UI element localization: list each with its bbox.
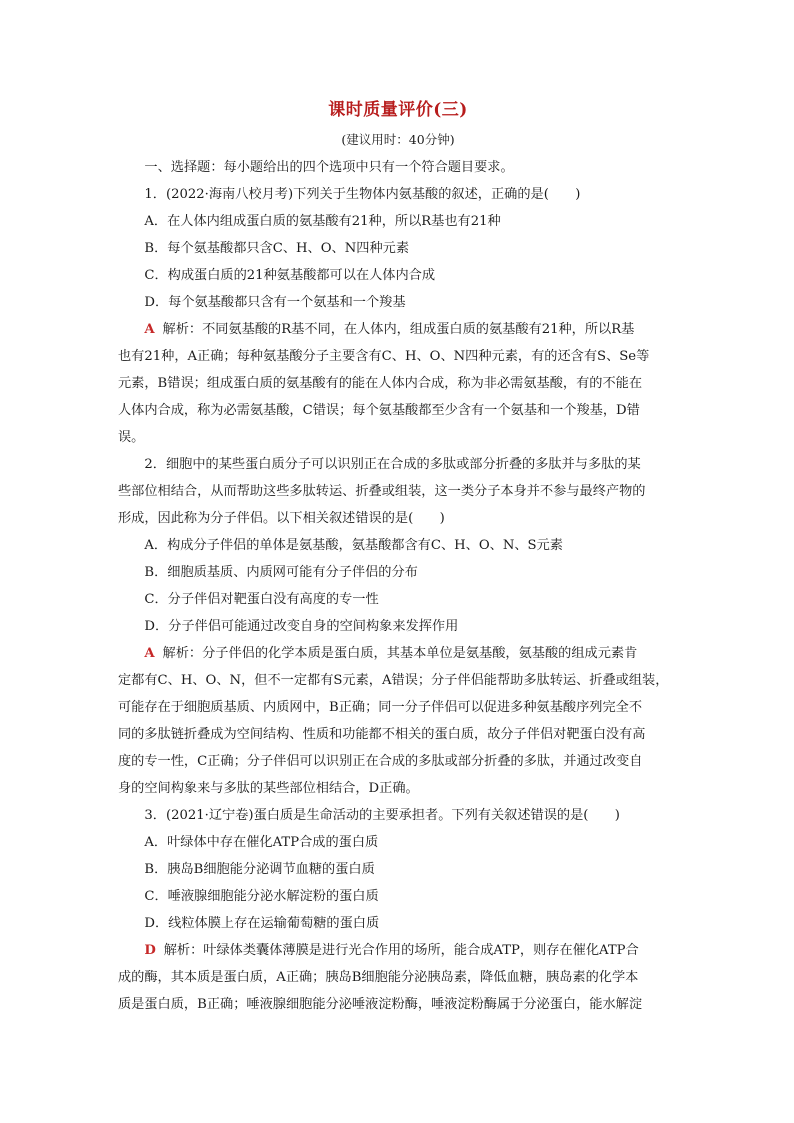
section-heading: 一、选择题：每小题给出的四个选项中只有一个符合题目要求。 xyxy=(144,160,514,175)
analysis xyxy=(118,316,678,451)
question-stem-line: 1．(2022·海南八校月考)下列关于生物体内氨基酸的叙述，正确的是( ) xyxy=(144,187,581,202)
option-a: A．构成分子伴侣的单体是氨基酸，氨基酸都含有C、H、O、N、S元素 xyxy=(144,538,563,553)
option-d: D．分子伴侣可能通过改变自身的空间构象来发挥作用 xyxy=(144,619,459,634)
analysis-line: 解析：分子伴侣的化学本质是蛋白质，其基本单位是氨基酸，氨基酸的组成元素肯 xyxy=(162,646,638,661)
question-2 xyxy=(118,451,678,802)
analysis-line: 质是蛋白质，B正确；唾液腺细胞能分泌唾液淀粉酶，唾液淀粉酶属于分泌蛋白，能水解淀 xyxy=(118,997,642,1012)
option-c: C．唾液腺细胞能分泌水解淀粉的蛋白质 xyxy=(144,889,379,904)
suggested-time: (建议用时：40分钟) xyxy=(341,132,455,147)
question-3 xyxy=(118,802,678,1018)
analysis-line: 度的专一性，C正确；分子伴侣可以识别正在合成的多肽或部分折叠的多肽，并通过改变自 xyxy=(118,754,643,769)
answer-mark: D xyxy=(144,943,156,958)
page-title: 课时质量评价(三) xyxy=(328,100,468,120)
analysis xyxy=(118,937,678,1018)
question-stem-line: 3．(2021·辽宁卷)蛋白质是生命活动的主要承担者。下列有关叙述错误的是( ) xyxy=(144,808,620,823)
analysis-line: 解析：不同氨基酸的R基不同，在人体内，组成蛋白质的氨基酸有21种，所以R基 xyxy=(162,322,635,337)
question-stem-line: 些部位相结合，从而帮助这些多肽转运、折叠或组装，这一类分子本身并不参与最终产物的 xyxy=(118,484,646,499)
document-body xyxy=(118,154,678,1018)
option-c: C．构成蛋白质的21种氨基酸都可以在人体内合成 xyxy=(144,268,436,283)
answer-mark: A xyxy=(144,646,155,661)
option-b: B．细胞质基质、内质网可能有分子伴侣的分布 xyxy=(144,565,418,580)
analysis-line: 成的酶，其本质是蛋白质，A正确；胰岛B细胞能分泌胰岛素，降低血糖，胰岛素的化学本 xyxy=(118,970,639,985)
option-a: A．叶绿体中存在催化ATP合成的蛋白质 xyxy=(144,835,379,850)
question-1 xyxy=(118,181,678,451)
analysis-line: 也有21种，A正确；每种氨基酸分子主要含有C、H、O、N四种元素，有的还含有S、Se等 xyxy=(118,349,650,364)
analysis-line: 定都有C、H、O、N，但不一定都有S元素，A错误；分子伴侣能帮助多肽转运、折叠或组装， xyxy=(118,673,669,688)
option-d: D．线粒体膜上存在运输葡萄糖的蛋白质 xyxy=(144,916,380,931)
option-a: A．在人体内组成蛋白质的氨基酸有21种，所以R基也有21种 xyxy=(144,214,501,229)
analysis-line: 解析：叶绿体类囊体薄膜是进行光合作用的场所，能合成ATP，则存在催化ATP合 xyxy=(163,943,639,958)
analysis-line: 身的空间构象来与多肽的某些部位相结合，D正确。 xyxy=(118,781,419,796)
answer-mark: A xyxy=(144,322,155,337)
analysis-line: 人体内合成，称为必需氨基酸，C错误；每个氨基酸都至少含有一个氨基和一个羧基，D错 xyxy=(118,403,640,418)
question-stem-line: 2．细胞中的某些蛋白质分子可以识别正在合成的多肽或部分折叠的多肽并与多肽的某 xyxy=(144,457,641,472)
analysis-line: 同的多肽链折叠成为空间结构、性质和功能都不相关的蛋白质，故分子伴侣对靶蛋白没有高 xyxy=(118,727,646,742)
analysis-line: 误。 xyxy=(118,430,145,445)
analysis-line: 元素，B错误；组成蛋白质的氨基酸有的能在人体内合成，称为非必需氨基酸，有的不能在 xyxy=(118,376,642,391)
option-d: D．每个氨基酸都只含有一个氨基和一个羧基 xyxy=(144,295,406,310)
option-b: B．每个氨基酸都只含C、H、O、N四种元素 xyxy=(144,241,410,256)
analysis xyxy=(118,640,678,802)
question-stem-line: 形成，因此称为分子伴侣。以下相关叙述错误的是( ) xyxy=(118,511,445,526)
option-c: C．分子伴侣对靶蛋白没有高度的专一性 xyxy=(144,592,379,607)
analysis-line: 可能存在于细胞质基质、内质网中，B正确；同一分子伴侣可以促进多种氨基酸序列完全不 xyxy=(118,700,642,715)
option-b: B．胰岛B细胞能分泌调节血糖的蛋白质 xyxy=(144,862,375,877)
